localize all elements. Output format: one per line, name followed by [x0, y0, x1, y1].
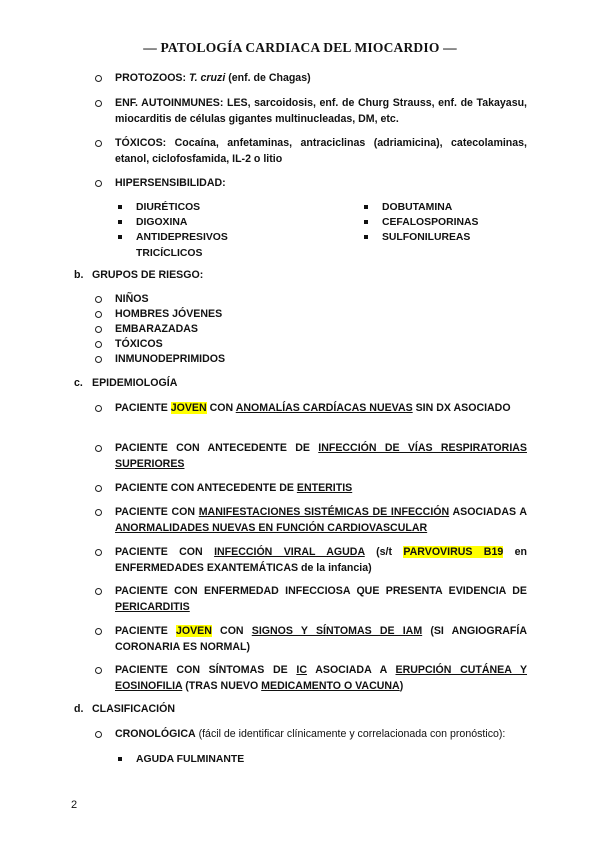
list-item-epi-8: PACIENTE CON SÍNTOMAS DE IC ASOCIADA A ERUPCIÓN CUTÁNEA Y EOSINOFILIA (TRAS NUEVO MEDICAMENTO O VACUNA) — [95, 663, 527, 694]
drug-item: SULFONILUREAS — [364, 230, 524, 246]
circle-bullet-icon — [95, 667, 102, 674]
circle-bullet-icon — [95, 180, 102, 187]
list-item: HOMBRES JÓVENES — [95, 307, 527, 323]
section-heading-clasificacion: d. CLASIFICACIÓN — [74, 703, 175, 715]
list-item-protozoos: PROTOZOOS: T. cruzi (enf. de Chagas) — [95, 71, 527, 87]
circle-bullet-icon — [95, 341, 102, 348]
square-bullet-icon — [118, 205, 122, 209]
square-bullet-icon — [118, 757, 122, 761]
page-number: 2 — [71, 799, 78, 811]
square-bullet-icon — [364, 220, 368, 224]
circle-bullet-icon — [95, 296, 102, 303]
circle-bullet-icon — [95, 549, 102, 556]
square-bullet-icon — [118, 235, 122, 239]
drug-item: ANTIDEPRESIVOS TRICÍCLICOS — [118, 230, 248, 261]
drug-item: DIGOXINA — [118, 215, 278, 231]
drug-item: DIURÉTICOS — [118, 200, 278, 216]
drug-item: CEFALOSPORINAS — [364, 215, 524, 231]
circle-bullet-icon — [95, 628, 102, 635]
circle-bullet-icon — [95, 356, 102, 363]
list-item: EMBARAZADAS — [95, 322, 527, 338]
circle-bullet-icon — [95, 485, 102, 492]
list-item: NIÑOS — [95, 292, 527, 308]
square-bullet-icon — [364, 205, 368, 209]
square-bullet-icon — [118, 220, 122, 224]
list-item-epi-3: PACIENTE CON ANTECEDENTE DE ENTERITIS — [95, 481, 527, 497]
circle-bullet-icon — [95, 326, 102, 333]
circle-bullet-icon — [95, 140, 102, 147]
circle-bullet-icon — [95, 509, 102, 516]
drug-item: DOBUTAMINA — [364, 200, 524, 216]
list-item-epi-1: PACIENTE JOVEN CON ANOMALÍAS CARDÍACAS NUEVAS SIN DX ASOCIADO — [95, 401, 527, 417]
list-item-toxicos: TÓXICOS: Cocaína, anfetaminas, antraciclinas (adriamicina), catecolaminas, etanol, ciclofosfamida, IL-2 o litio — [95, 136, 527, 167]
section-heading-grupos: b. GRUPOS DE RIESGO: — [74, 269, 204, 281]
list-item-cronologica: CRONOLÓGICA (fácil de identificar clínicamente y correlacionada con pronóstico): — [95, 727, 527, 743]
sub-item-aguda-fulminante: AGUDA FULMINANTE — [118, 752, 418, 768]
list-item-epi-4: PACIENTE CON MANIFESTACIONES SISTÉMICAS DE INFECCIÓN ASOCIADAS A ANORMALIDADES NUEVAS EN FUNCIÓN CARDIOVASCULAR — [95, 505, 527, 536]
circle-bullet-icon — [95, 75, 102, 82]
section-heading-epidemiologia: c. EPIDEMIOLOGÍA — [74, 377, 178, 389]
circle-bullet-icon — [95, 405, 102, 412]
list-item-hipersensibilidad: HIPERSENSIBILIDAD: — [95, 176, 527, 192]
circle-bullet-icon — [95, 731, 102, 738]
list-item-epi-5: PACIENTE CON INFECCIÓN VIRAL AGUDA (s/t PARVOVIRUS B19 en ENFERMEDADES EXANTEMÁTICAS de la infancia) — [95, 545, 527, 576]
list-item-epi-7: PACIENTE JOVEN CON SIGNOS Y SÍNTOMAS DE IAM (SI ANGIOGRAFÍA CORONARIA ES NORMAL) — [95, 624, 527, 655]
list-item: TÓXICOS — [95, 337, 527, 353]
list-item-autoinmunes: ENF. AUTOINMUNES: LES, sarcoidosis, enf. de Churg Strauss, enf. de Takayasu, miocarditis de células gigantes multinucleadas, DM, etc. — [95, 96, 527, 127]
circle-bullet-icon — [95, 311, 102, 318]
list-item-epi-2: PACIENTE CON ANTECEDENTE DE INFECCIÓN DE VÍAS RESPIRATORIAS SUPERIORES — [95, 441, 527, 472]
circle-bullet-icon — [95, 100, 102, 107]
square-bullet-icon — [364, 235, 368, 239]
page-title: — PATOLOGÍA CARDIACA DEL MIOCARDIO — — [143, 40, 457, 55]
circle-bullet-icon — [95, 445, 102, 452]
list-item: INMUNODEPRIMIDOS — [95, 352, 527, 368]
list-item-epi-6: PACIENTE CON ENFERMEDAD INFECCIOSA QUE PRESENTA EVIDENCIA DE PERICARDITIS — [95, 584, 527, 615]
circle-bullet-icon — [95, 588, 102, 595]
